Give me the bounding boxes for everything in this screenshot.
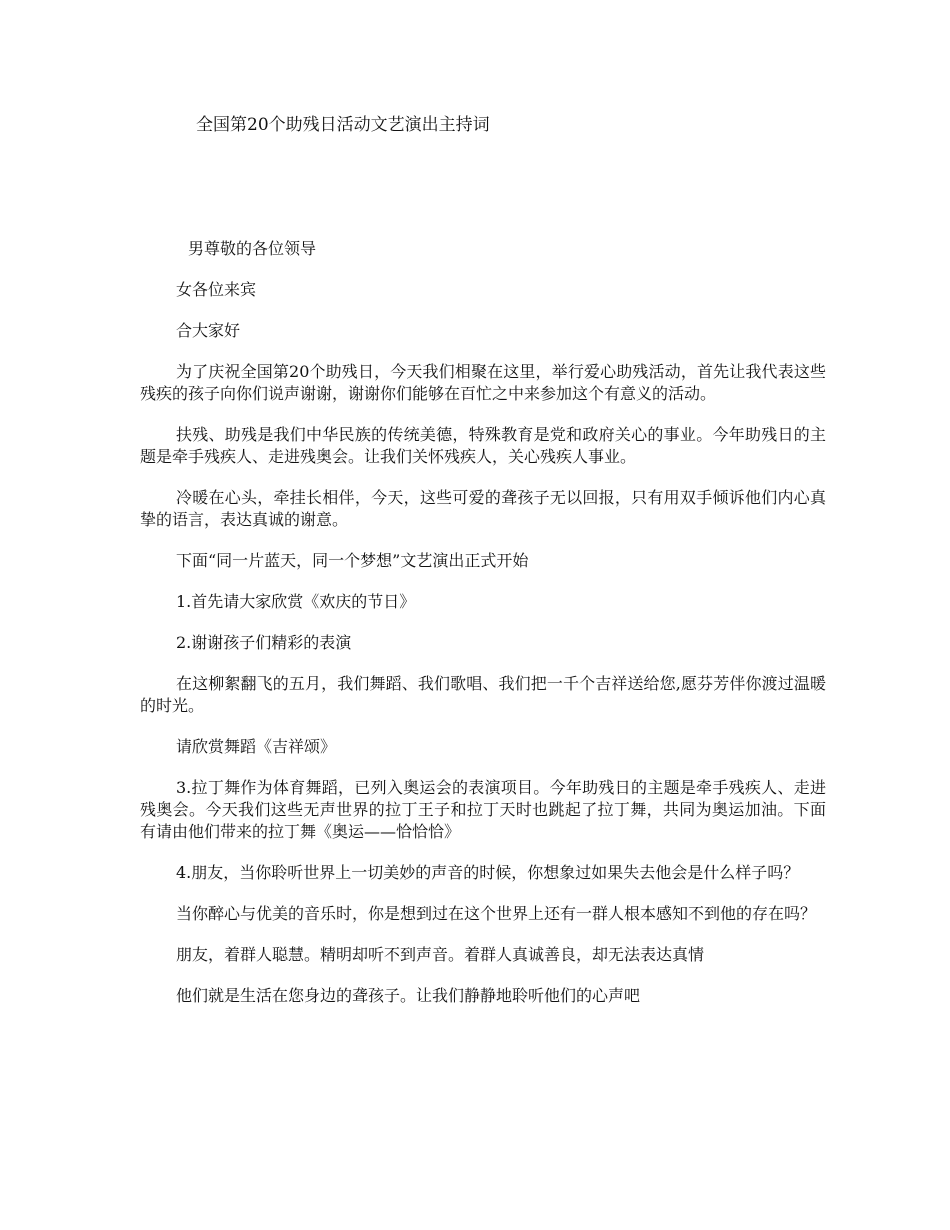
paragraph: 下面“同一片蓝天，同一个梦想”文艺演出正式开始	[176, 551, 529, 570]
paragraph: 冷暖在心头，牵挂长相伴，今天，这些可爱的聋孩子无以回报，只有用双手倾诉他们内心真挚的语言，表达真诚的谢意。	[140, 488, 826, 529]
paragraph: 女各位来宾	[176, 280, 257, 299]
paragraph: 男尊敬的各位领导	[188, 239, 317, 258]
paragraph: 在这柳絮翻飞的五月，我们舞蹈、我们歌唱、我们把一千个吉祥送给您,愿芬芳伴你渡过温暖的时光。	[140, 674, 826, 715]
paragraph: 当你醉心与优美的音乐时，你是想到过在这个世界上还有一群人根本感知不到他的存在吗？	[176, 904, 817, 923]
paragraph: 为了庆祝全国第20个助残日，今天我们相聚在这里，举行爱心助残活动，首先让我代表这些残疾的孩子向你们说声谢谢，谢谢你们能够在百忙之中来参加这个有意义的活动。	[140, 362, 826, 403]
paragraph: 他们就是生活在您身边的聋孩子。让我们静静地聆听他们的心声吧	[176, 986, 641, 1005]
paragraph: 请欣赏舞蹈《吉祥颂》	[176, 737, 337, 756]
paragraph: 合大家好	[176, 321, 241, 340]
document-title: 全国第20个助残日活动文艺演出主持词	[196, 115, 490, 135]
document-body	[140, 238, 826, 1026]
paragraph: 朋友，着群人聪慧。精明却听不到声音。着群人真诚善良，却无法表达真情	[176, 945, 705, 964]
paragraph: 4.朋友，当你聆听世界上一切美妙的声音的时候，你想象过如果失去他会是什么样子吗？	[176, 863, 800, 882]
paragraph: 1.首先请大家欣赏《欢庆的节日》	[176, 592, 416, 611]
paragraph: 2.谢谢孩子们精彩的表演	[176, 633, 352, 652]
paragraph: 扶残、助残是我们中华民族的传统美德，特殊教育是党和政府关心的事业。今年助残日的主题是牵手残疾人、走进残奥会。让我们关怀残疾人，关心残疾人事业。	[140, 425, 826, 466]
paragraph: 3.拉丁舞作为体育舞蹈，已列入奥运会的表演项目。今年助残日的主题是牵手残疾人、走进残奥会。今天我们这些无声世界的拉丁王子和拉丁天时也跳起了拉丁舞，共同为奥运加油。下面有请由他们带来的拉丁舞《奥运——恰恰恰》	[140, 778, 826, 841]
